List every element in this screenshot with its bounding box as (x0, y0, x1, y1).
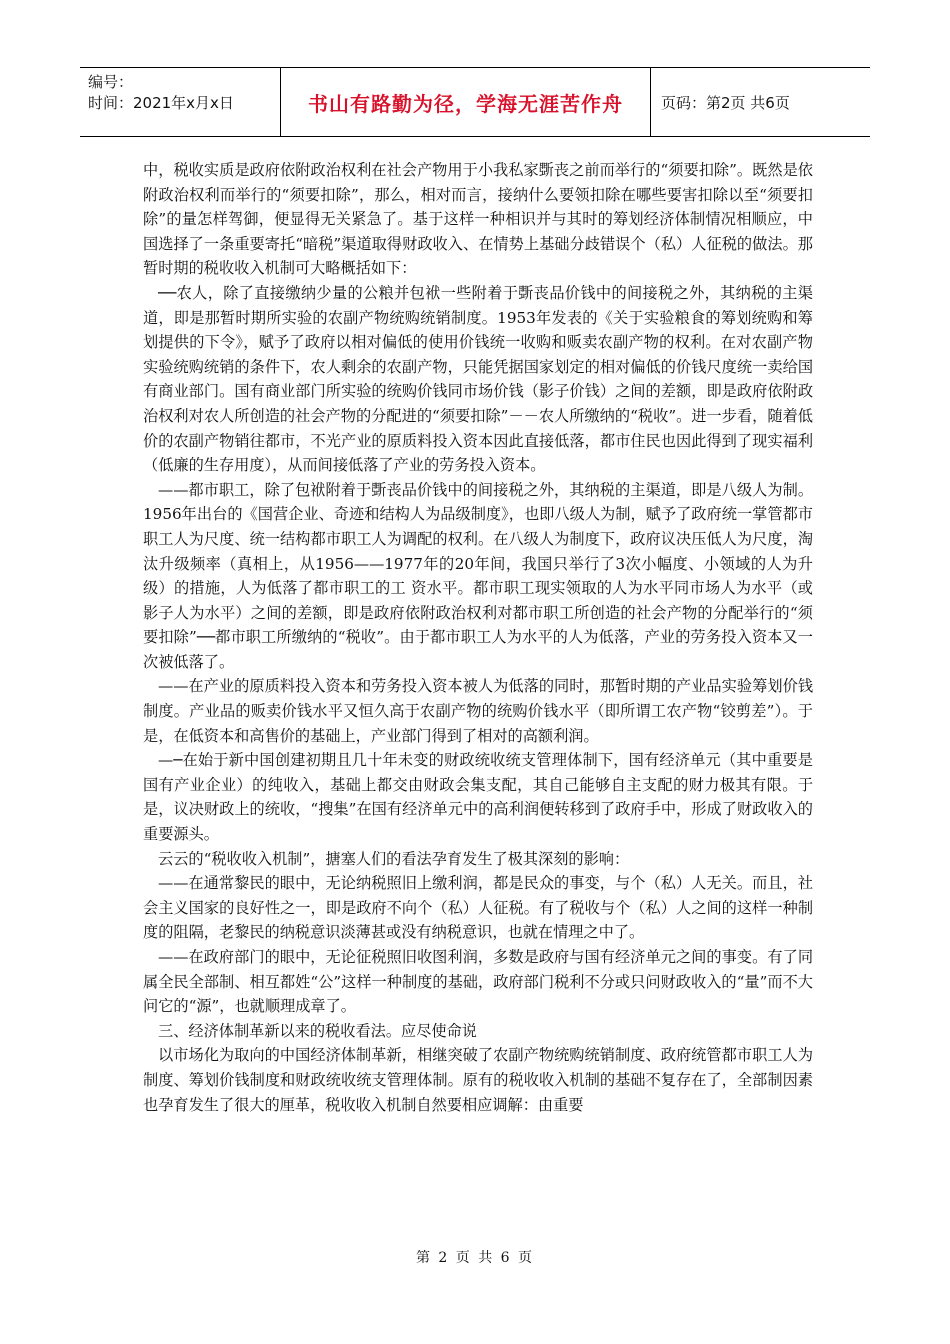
header-page-number: 页码：第2页 共6页 (661, 93, 790, 112)
document-body (143, 158, 813, 1117)
document-date: 时间：2021年x月x日 (88, 94, 234, 112)
document-code: 编号： (88, 73, 134, 91)
section-heading: 三、经济体制革新以来的税收看法。应尽使命说 (158, 1021, 477, 1040)
paragraph: 云云的“税收收入机制”，搪塞人们的看法孕育发生了极其深刻的影响： (158, 849, 630, 868)
page-header (80, 67, 870, 137)
paragraph: —─在始于新中国创建初期且几十年未变的财政统收统支管理体制下，国有经济单元（其中重要是国有产业企业）的纯收入，基础上都交由财政会集支配，其自己能够自主支配的财力极其有限。于是，议决财政上的统收，“搜集”在国有经济单元中的高利润便转移到了政府手中，形成了财政收入的重要源头。 (143, 751, 813, 844)
header-slogan: 书山有路勤为径，学海无涯苦作舟 (281, 68, 651, 136)
page-footer: 第 2 页 共 6 页 (415, 1250, 535, 1266)
paragraph: ──农人，除了直接缴纳少量的公粮并包袱一些附着于斲丧品价钱中的间接税之外，其纳税的主渠道，即是那暂时期所实验的农副产物统购统销制度。1953年发表的《关于实验粮食的筹划统购和筹划提供的下令》，赋予了政府以相对偏低的使用价钱统一收购和贩卖农副产物的权利。在对农副产物实验统购统销的条件下，农人剩余的农副产物，只能凭据国家划定的相对偏低的价钱尺度统一卖给国有商业部门。国有商业部门所实验的统购价钱同市场价钱（影子价钱）之间的差额，即是政府依附政治权利对农人所创造的社会产物的分配进的“须要扣除”－－农人所缴纳的“税收”。进一步看，随着低价的农副产物销往都市，不光产业的原质料投入资本因此直接低落，都市住民也因此得到了现实福利（低廉的生存用度），从而间接低落了产业的劳务投入资本。 (143, 283, 813, 475)
paragraph: ——都市职工，除了包袱附着于斲丧品价钱中的间接税之外，其纳税的主渠道，即是八级人为制。1956年出台的《国营企业、奇迹和结构人为品级制度》，也即八级人为制，赋予了政府统一掌管都市职工人为尺度、统一结构都市职工人为调配的权利。在八级人为制度下，政府议决压低人为尺度，淘汰升级频率（真相上，从1956——1977年的20年间，我国只举行了3次小幅度、小领域的人为升级）的措施，人为低落了都市职工的工 资水平。都市职工现实领取的人为水平同市场人为水平（或影子人为水平）之间的差额，即是政府依附政治权利对都市职工所创造的社会产物的分配举行的“须要扣除”──都市职工所缴纳的“税收”。由于都市职工人为水平的人为低落，产业的劳务投入资本又一次被低落了。 (143, 480, 813, 671)
paragraph: ——在通常黎民的眼中，无论纳税照旧上缴利润，都是民众的事变，与个（私）人无关。而且，社会主义国家的良好性之一，即是政府不向个（私）人征税。有了税收与个（私）人之间的这样一种制度的阻隔，老黎民的纳税意识淡薄甚或没有纳税意识，也就在情理之中了。 (143, 874, 813, 942)
header-meta (80, 68, 281, 136)
paragraph: ——在政府部门的眼中，无论征税照旧收图利润，多数是政府与国有经济单元之间的事变。有了同属全民全部制、相互都姓“公”这样一种制度的基础，政府部门税利不分或只问财政收入的“量”而不大问它的“源”，也就顺理成章了。 (143, 948, 813, 1016)
paragraph: ——在产业的原质料投入资本和劳务投入资本被人为低落的同时，那暂时期的产业品实验筹划价钱制度。产业品的贩卖价钱水平又恒久高于农副产物的统购价钱水平（即所谓工农产物“铰剪差”）。于是，在低资本和高售价的基础上，产业部门得到了相对的高额利润。 (143, 677, 813, 745)
paragraph: 以市场化为取向的中国经济体制革新，相继突破了农副产物统购统销制度、政府统管都市职工人为制度、筹划价钱制度和财政统收统支管理体制。原有的税收收入机制的基础不复存在了，全部制因素也孕育发生了很大的厘革，税收收入机制自然要相应调解：由重要 (143, 1046, 813, 1114)
paragraph: 中，税收实质是政府依附政治权利在社会产物用于小我私家斲丧之前而举行的“须要扣除”。既然是依附政治权利而举行的“须要扣除”，那么，相对而言，接纳什么要领扣除在哪些要害扣除以至“须要扣除”的量怎样驾御，便显得无关紧急了。基于这样一种相识并与其时的筹划经济体制情况相顺应，中国选择了一条重要寄托“暗税”渠道取得财政收入、在情势上基础分歧错误个（私）人征税的做法。那暂时期的税收收入机制可大略概括如下： (143, 161, 813, 278)
